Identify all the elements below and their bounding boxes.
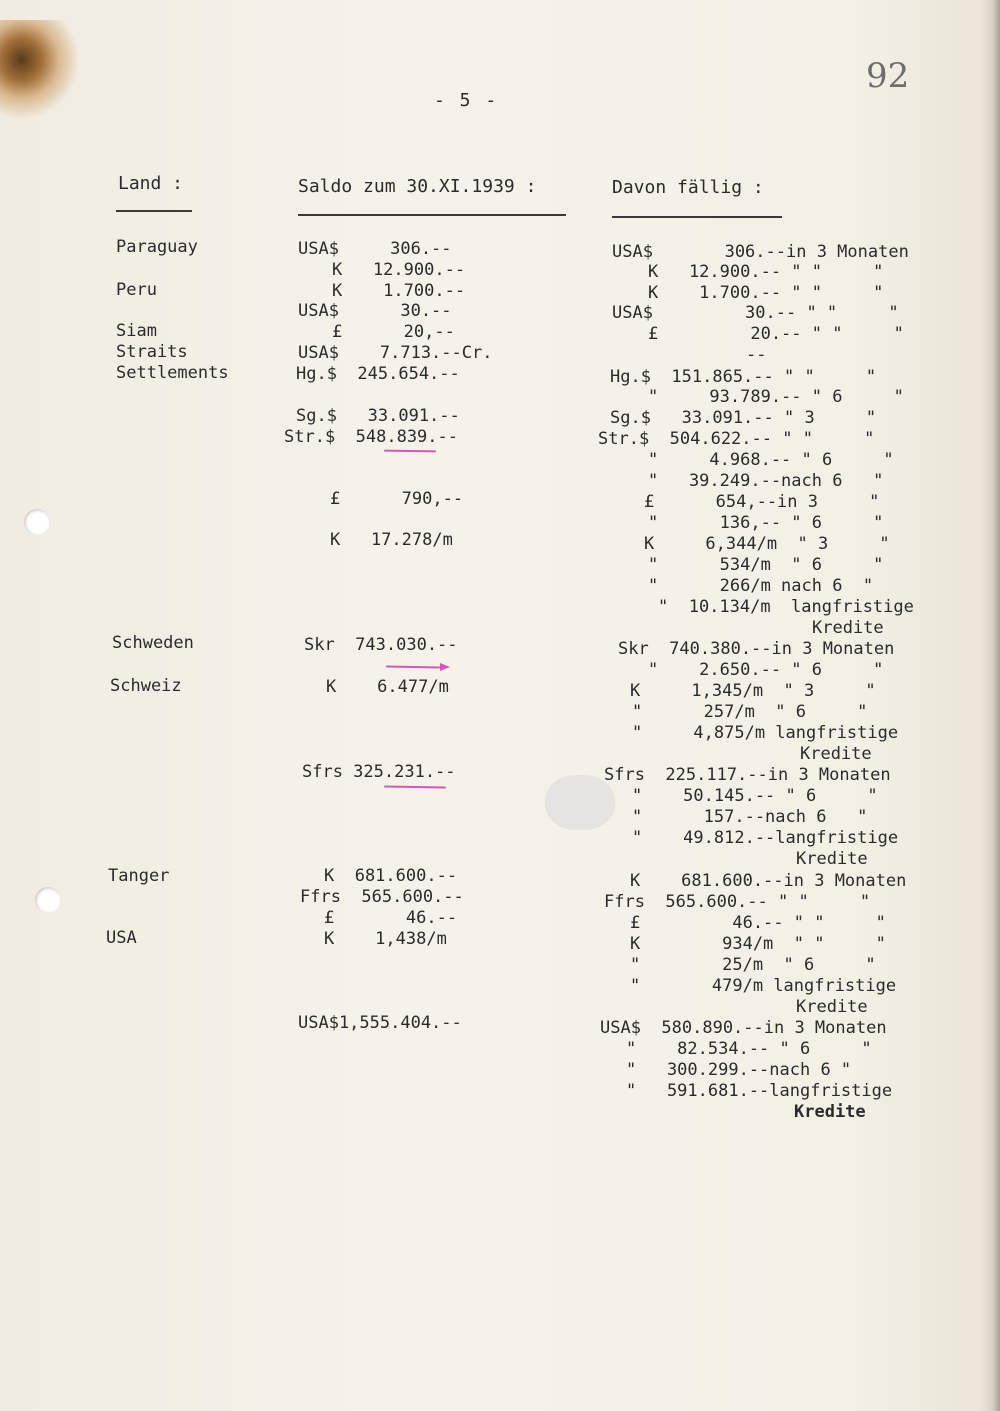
saldo-entry: K 6.477/m (326, 677, 449, 697)
saldo-entry: K 681.600.-- (324, 866, 458, 886)
faellig-entry: Kredite (796, 997, 868, 1017)
arrow-tip (440, 663, 450, 671)
faellig-entry: £ 20.-- " " " (648, 324, 904, 344)
faellig-entry: " 534/m " 6 " (648, 555, 884, 575)
country-name: USA (106, 928, 137, 948)
faellig-entry: Str.$ 504.622.-- " " " (598, 429, 875, 449)
faellig-entry: K 934/m " " " (630, 934, 886, 954)
faellig-entry: " 2.650.-- " 6 " (648, 660, 884, 680)
header-saldo: Saldo zum 30.XI.1939 : (298, 176, 537, 197)
faellig-entry: USA$ 580.890.--in 3 Monaten (600, 1018, 887, 1038)
country-name: Straits (116, 342, 188, 362)
country-name: Peru (116, 280, 157, 300)
country-name: Tanger (108, 866, 170, 886)
faellig-entry: " 10.134/m langfristige (658, 597, 914, 617)
header-land: Land : (118, 173, 184, 194)
faellig-entry: " 257/m " 6 " (632, 702, 868, 722)
faellig-entry: " 93.789.-- " 6 " (648, 387, 904, 407)
faellig-entry: K 1,345/m " 3 " (630, 681, 876, 701)
faellig-entry: " 4,875/m langfristige (632, 723, 899, 743)
pink-underline (384, 450, 436, 453)
punch-hole (24, 509, 50, 535)
faellig-entry: £ 46.-- " " " (630, 913, 886, 933)
faellig-entry: " 25/m " 6 " (630, 955, 876, 975)
saldo-entry: £ 46.-- (324, 908, 458, 928)
faellig-entry: K 12.900.-- " " " (648, 262, 884, 282)
country-name: Siam (116, 321, 157, 341)
pink-arrow (386, 666, 440, 669)
saldo-entry: K 1.700.-- (332, 281, 466, 301)
faellig-entry: Kredite (812, 618, 884, 638)
faellig-entry: Sfrs 225.117.--in 3 Monaten (604, 765, 891, 785)
saldo-entry: Sg.$ 33.091.-- (296, 406, 460, 426)
burn-mark (0, 20, 80, 120)
faellig-entry: -- (746, 345, 767, 365)
saldo-entry: USA$ 30.-- (298, 301, 452, 321)
faellig-entry: USA$ 30.-- " " " (612, 303, 899, 323)
faellig-entry: " 300.299.--nach 6 " (626, 1060, 852, 1080)
saldo-entry: Ffrs 565.600.-- (300, 887, 464, 907)
header-faellig: Davon fällig : (612, 177, 764, 198)
saldo-entry: £ 790,-- (330, 489, 464, 509)
country-name: Settlements (116, 363, 229, 383)
header-underline (298, 214, 566, 216)
archive-number: 92 (866, 56, 910, 96)
faellig-entry: Kredite (796, 849, 868, 869)
punch-hole (35, 887, 61, 913)
country-name: Paraguay (116, 237, 198, 257)
faellig-entry: Ffrs 565.600.-- " " " (604, 892, 871, 912)
saldo-entry: Sfrs 325.231.-- (302, 762, 456, 782)
faellig-entry: Skr 740.380.--in 3 Monaten (618, 639, 895, 659)
saldo-entry: K 12.900.-- (332, 260, 466, 280)
faellig-entry: K 1.700.-- " " " (648, 283, 884, 303)
faellig-entry: USA$ 306.--in 3 Monaten (612, 242, 909, 262)
faellig-entry: " 266/m nach 6 " (648, 576, 874, 596)
saldo-entry: USA$ 306.-- (298, 239, 452, 259)
page-number: - 5 - (434, 90, 499, 111)
faellig-entry: " 4.968.-- " 6 " (648, 450, 894, 470)
faellig-entry: " 49.812.--langfristige (632, 828, 899, 848)
saldo-entry: £ 20,-- (332, 322, 455, 342)
country-name: Schweiz (110, 676, 182, 696)
saldo-entry: USA$ 7.713.--Cr. (298, 343, 493, 363)
pink-underline (384, 785, 446, 788)
saldo-entry: Skr 743.030.-- (304, 635, 458, 655)
faellig-entry: " 50.145.-- " 6 " (632, 786, 878, 806)
country-name: Schweden (112, 633, 194, 653)
faellig-entry: " 82.534.-- " 6 " (626, 1039, 872, 1059)
faellig-entry: Kredite (800, 744, 872, 764)
faellig-entry: K 681.600.--in 3 Monaten (630, 871, 907, 891)
faellig-entry: £ 654,--in 3 " (644, 492, 880, 512)
saldo-entry: USA$1,555.404.-- (298, 1013, 462, 1033)
faellig-entry: K 6,344/m " 3 " (644, 534, 890, 554)
header-underline (116, 210, 192, 212)
faellig-entry: " 591.681.--langfristige (626, 1081, 893, 1101)
faellig-entry: " 136,-- " 6 " (648, 513, 884, 533)
faellig-entry: " 157.--nach 6 " (632, 807, 868, 827)
saldo-entry: Hg.$ 245.654.-- (296, 364, 460, 384)
faellig-entry: Sg.$ 33.091.-- " 3 " (610, 408, 877, 428)
faellig-entry: Hg.$ 151.865.-- " " " (610, 367, 877, 387)
page-edge-shadow (982, 0, 1000, 1411)
faellig-entry: " 39.249.--nach 6 " (648, 471, 884, 491)
faellig-entry: Kredite (794, 1102, 866, 1122)
saldo-entry: K 17.278/m (330, 530, 453, 550)
saldo-entry: K 1,438/m (324, 929, 447, 949)
header-underline (612, 216, 782, 218)
faellig-entry: " 479/m langfristige (630, 976, 897, 996)
saldo-entry: Str.$ 548.839.-- (284, 427, 458, 447)
